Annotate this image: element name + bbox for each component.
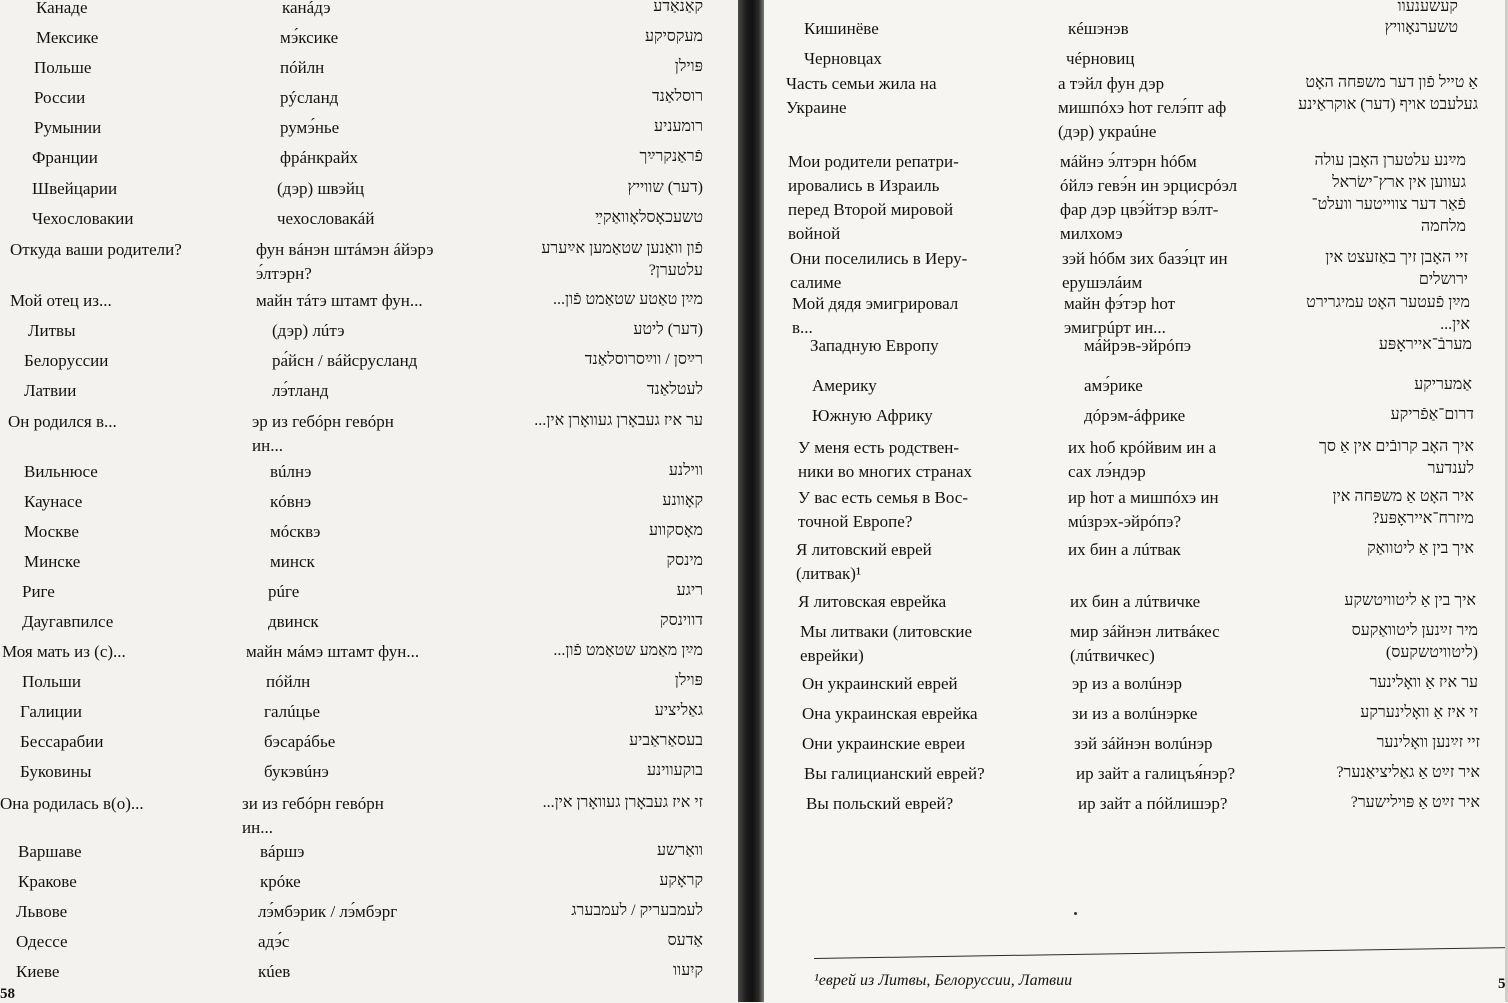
right-row-15-yiddish: ער איז אַ וואָלינער [1369, 674, 1478, 691]
left-row-10-yiddish: (דער) ליטע [633, 321, 703, 338]
left-row-9-transliteration: майн тáтэ штамт фун... [256, 291, 423, 310]
left-row-24-transliteration: букэвúнэ [264, 762, 329, 781]
left-row-28-transliteration: лэ́мбэрик / лэ́мбэрг [258, 902, 398, 921]
left-row-14-russian: Вильнюсе [24, 462, 98, 481]
right-row-17-russian: Они украинские евреи [802, 734, 966, 753]
left-row-8-transliteration: фун вáнэн штáмэн áйэрэ э́лтэрн? [256, 240, 434, 283]
left-row-1-yiddish: מעקסיקע [644, 28, 703, 45]
right-row-14-yiddish: מיר זײַנען ליטוואַקעס (ליטוויטשקעס) [1351, 622, 1478, 661]
left-row-25-transliteration: зи из гебóрн гевóрн ин... [242, 794, 384, 837]
right-row-4-yiddish: מײַנע עלטערן האָבן עולה געווען אין ארץ־ישׂראל פֿאַר דער צווייטער וועלט־ מלחמה [1311, 152, 1466, 235]
left-row-19-yiddish: דווינסק [660, 612, 703, 629]
right-row-15-transliteration: эр из а волúнэр [1072, 674, 1182, 693]
left-row-16-russian: Москве [24, 522, 79, 541]
left-row-24-russian: Буковины [20, 762, 92, 781]
right-page [764, 0, 1508, 1002]
left-row-7-yiddish: טשעכאָסלאָוואַקײַ [595, 209, 703, 226]
left-row-30-yiddish: קיִעוו [673, 962, 703, 979]
left-row-18-yiddish: ריגע [676, 582, 703, 599]
left-row-22-russian: Галиции [20, 702, 82, 721]
left-row-29-yiddish: אַדעס [667, 932, 703, 949]
left-row-18-transliteration: рúге [268, 582, 300, 601]
left-row-12-russian: Латвии [24, 381, 77, 400]
left-row-12-transliteration: лэ́тланд [272, 381, 329, 400]
left-row-8-russian: Откуда ваши родители? [10, 240, 182, 259]
left-row-17-yiddish: מינסק [666, 552, 703, 569]
left-row-6-russian: Швейцарии [32, 179, 118, 198]
right-row-3-yiddish: אַ טייל פֿון דער משפּחה האָט געלעבט אויף (דער) אוקראַינע [1298, 74, 1478, 113]
left-row-15-transliteration: кóвнэ [270, 492, 312, 511]
right-row-13-yiddish: איך בין אַ ליטוויטשקע [1344, 592, 1476, 609]
left-row-14-yiddish: ווילנע [668, 462, 703, 479]
left-row-9-yiddish: מײַן טאַטע שטאַמט פֿון... [552, 291, 703, 308]
left-row-2-transliteration: пóйлн [280, 58, 325, 77]
footnote: ¹еврей из Литвы, Белоруссии, Латвии [814, 972, 1073, 989]
right-row-12-yiddish: איך בין אַ ליטוואַק [1367, 540, 1474, 557]
left-row-23-yiddish: בעסאַראַביע [629, 732, 703, 749]
left-page-number: 58 [0, 986, 15, 1002]
footnote-rule [814, 947, 1508, 959]
left-row-4-transliteration: румэ́нье [280, 118, 340, 137]
left-row-27-yiddish: קראָקע [659, 872, 703, 889]
left-row-2-yiddish: פּוילן [674, 58, 703, 75]
left-row-14-transliteration: вúлнэ [270, 462, 312, 481]
left-row-0-yiddish: קאַנאַדע [653, 0, 703, 15]
right-row-10-yiddish: איך האָב קרובֿים אין אַ סך לענדער [1318, 438, 1474, 477]
right-row-13-russian: Я литовская еврейка [798, 592, 947, 611]
right-row-18-transliteration: ир зайт а галицъя́нэр? [1076, 764, 1236, 783]
left-row-21-russian: Польши [22, 672, 81, 691]
left-row-4-russian: Румынии [34, 118, 102, 137]
left-row-16-transliteration: мóсквэ [270, 522, 321, 541]
right-row-17-yiddish: זיי זײַנען וואָלינער [1376, 734, 1480, 751]
right-row-7-transliteration: мáйрэв-эйрóпэ [1084, 336, 1192, 355]
left-row-12-yiddish: לעטלאַנד [646, 381, 703, 398]
right-row-19-russian: Вы польский еврей? [806, 794, 954, 813]
left-row-11-transliteration: ра́йсн / вáйсрусланд [272, 351, 418, 370]
left-row-23-transliteration: бэсарáбье [264, 732, 336, 751]
left-row-20-yiddish: מײַן מאַמע שטאַמט פֿון... [553, 642, 703, 659]
right-row-17-transliteration: зэй зáйнэн волúнэр [1074, 734, 1213, 753]
left-row-16-yiddish: מאָסקווע [649, 522, 703, 539]
right-row-16-transliteration: зи из а волúнэрке [1072, 704, 1198, 723]
left-row-19-transliteration: двинск [268, 612, 319, 631]
left-row-25-russian: Она родилась в(о)... [0, 794, 144, 813]
right-row-5-yiddish: זיי האָבן זיך באַזעצט אין ירושלים [1325, 249, 1468, 288]
right-row-7-yiddish: מערבֿ־אייראָפּע [1378, 336, 1472, 353]
right-row-6-transliteration: майн фэ́тэр hот эмигрúрт ин... [1064, 294, 1176, 337]
right-row-4-russian: Мои родители репатри- ировались в Израиль перед Второй мировой войной [788, 152, 959, 243]
right-row-19-transliteration: ир зайт а пóйлишэр? [1078, 794, 1228, 813]
left-row-5-russian: Франции [32, 148, 98, 167]
right-row-14-transliteration: мир зáйнэн литвáкес (лúтвичкес) [1070, 622, 1220, 665]
left-row-1-transliteration: мэ́ксике [280, 28, 339, 47]
right-row-2-russian: Черновцах [804, 49, 882, 68]
right-row-9-yiddish: דרום־אַפֿריקע [1390, 406, 1474, 423]
right-row-15-russian: Он украинский еврей [802, 674, 958, 693]
right-row-1-transliteration: кéшэнэв [1068, 19, 1129, 38]
right-row-8-transliteration: амэ́рике [1084, 376, 1143, 395]
left-row-17-transliteration: минск [270, 552, 315, 571]
left-row-9-russian: Мой отец из... [10, 291, 112, 310]
right-row-3-russian: Часть семьи жила на Украине [786, 74, 937, 117]
left-row-26-transliteration: вáршэ [260, 842, 305, 861]
right-row-1-russian: Кишинёве [804, 19, 879, 38]
left-row-13-russian: Он родился в... [8, 412, 117, 431]
left-row-29-russian: Одессе [16, 932, 68, 951]
right-row-19-yiddish: איר זײַט אַ פּוילישער? [1350, 794, 1480, 811]
left-row-18-russian: Риге [22, 582, 55, 601]
right-row-8-russian: Америку [812, 376, 877, 395]
left-row-17-russian: Минске [24, 552, 81, 571]
left-page [0, 0, 738, 1002]
right-row-12-transliteration: их бин а лúтвак [1068, 540, 1181, 559]
right-row-6-russian: Мой дядя эмигрировал в... [792, 294, 959, 337]
left-row-0-russian: Канаде [36, 0, 88, 17]
right-row-4-transliteration: мáйнэ э́лтэрн hóбм óйлэ гевэ́н ин эрцисрóэл фар дэр цвэ́йтэр вэ́лт- милхомэ [1060, 152, 1238, 243]
left-row-21-yiddish: פּוילן [674, 672, 703, 689]
left-row-6-transliteration: (дэр) швэйц [277, 179, 365, 198]
left-row-11-russian: Белоруссии [24, 351, 109, 370]
left-row-15-yiddish: קאָוונע [662, 492, 703, 509]
left-row-20-russian: Моя мать из (с)... [2, 642, 126, 661]
left-row-30-transliteration: кúев [258, 962, 291, 981]
left-row-7-transliteration: чехословакáй [277, 209, 375, 228]
right-row-5-russian: Они поселились в Иеру- салиме [790, 249, 968, 292]
left-row-28-yiddish: לעמבעריק / לעמבערג [571, 902, 703, 919]
left-row-7-russian: Чехословакии [32, 209, 134, 228]
left-row-1-russian: Мексике [36, 28, 99, 47]
left-row-11-yiddish: רײַסן / ווײַסרוסלאַנד [584, 351, 703, 368]
left-row-13-transliteration: эр из гебóрн гевóрн ин... [252, 412, 394, 455]
right-row-0-yiddish: קעשענעוו [1397, 0, 1458, 15]
right-row-10-russian: У меня есть родствен- ники во многих странах [798, 438, 973, 481]
left-row-19-russian: Даугавпилсе [22, 612, 114, 631]
right-row-1-yiddish: טשערנאָוויץ [1384, 19, 1458, 36]
left-row-23-russian: Бессарабии [20, 732, 104, 751]
right-row-10-transliteration: их hоб крóйвим ин а сах лэ́ндэр [1068, 438, 1217, 481]
right-page-number: 5 [1498, 976, 1506, 992]
left-row-27-russian: Кракове [18, 872, 77, 891]
right-row-2-transliteration: чéрновиц [1066, 49, 1135, 68]
right-row-7-russian: Западную Европу [810, 336, 939, 355]
right-row-11-transliteration: ир hот а мишпóхэ ин мúзрэх-эйрóпэ? [1068, 488, 1219, 531]
right-row-8-yiddish: אַמעריקע [1414, 376, 1472, 393]
left-row-13-yiddish: ער איז געבאָרן געוואָרן אין... [534, 412, 703, 429]
left-row-0-transliteration: канáдэ [282, 0, 331, 17]
right-row-18-russian: Вы галицианский еврей? [804, 764, 985, 783]
left-row-4-yiddish: רומעניע [654, 118, 703, 135]
left-row-29-transliteration: адэ́с [258, 932, 290, 951]
left-row-30-russian: Киеве [16, 962, 60, 981]
left-row-25-yiddish: זי איז געבאָרן געוואָרן אין... [542, 794, 703, 811]
left-row-24-yiddish: בוקעווינע [646, 762, 703, 779]
right-row-11-russian: У вас есть семья в Вос- точной Европе? [798, 488, 968, 531]
left-row-27-transliteration: крóке [260, 872, 301, 891]
right-row-5-transliteration: зэй hóбм зих базэ́цт ин ерушэлáим [1062, 249, 1228, 292]
left-row-3-transliteration: рýсланд [280, 88, 339, 107]
left-row-8-yiddish: פֿון וואַנען שטאַמען אײַערע עלטערן? [541, 240, 703, 279]
left-row-2-russian: Польше [34, 58, 92, 77]
left-row-10-transliteration: (дэр) лúтэ [272, 321, 345, 340]
right-row-11-yiddish: איר האָט אַ משפּחה אין מיזרח־אייראָפּע? [1332, 488, 1474, 527]
left-row-15-russian: Каунасе [24, 492, 83, 511]
left-row-5-transliteration: фрáнкрайх [280, 148, 359, 167]
left-row-20-transliteration: майн мáмэ штамт фун... [246, 642, 420, 661]
left-row-22-yiddish: גאַליציע [654, 702, 703, 719]
right-row-14-russian: Мы литваки (литовские еврейки) [800, 622, 973, 665]
right-row-9-transliteration: дóрэм-áфрике [1084, 406, 1186, 425]
print-speck [1074, 912, 1077, 915]
right-row-16-russian: Она украинская еврейка [802, 704, 978, 723]
right-row-3-transliteration: а тэйл фун дэр мишпóхэ hот гелэ́пт аф (дэр) украúне [1058, 74, 1227, 141]
book-gutter [738, 0, 764, 1002]
left-row-3-yiddish: רוסלאַנד [651, 88, 703, 105]
left-row-28-russian: Львове [16, 902, 68, 921]
left-row-6-yiddish: (דער) שווייץ [627, 179, 703, 196]
left-row-26-yiddish: וואַרשע [656, 842, 703, 859]
left-row-5-yiddish: פֿראַנקרײַך [639, 148, 703, 165]
right-row-13-transliteration: их бин а лúтвичке [1070, 592, 1201, 611]
left-row-10-russian: Литвы [28, 321, 76, 340]
left-row-3-russian: России [34, 88, 86, 107]
right-row-9-russian: Южную Африку [812, 406, 933, 425]
left-row-21-transliteration: пóйлн [266, 672, 311, 691]
left-row-22-transliteration: галúцье [264, 702, 321, 721]
right-row-6-yiddish: מײַן פֿעטער האָט עמיגרירט אין... [1306, 294, 1470, 333]
left-row-26-russian: Варшаве [18, 842, 82, 861]
right-row-18-yiddish: איר זײַט אַ גאַליציאַנער? [1336, 764, 1480, 781]
right-row-12-russian: Я литовский еврей (литвак)¹ [796, 540, 932, 583]
right-row-16-yiddish: זי איז אַ וואָלינערקע [1360, 704, 1478, 721]
